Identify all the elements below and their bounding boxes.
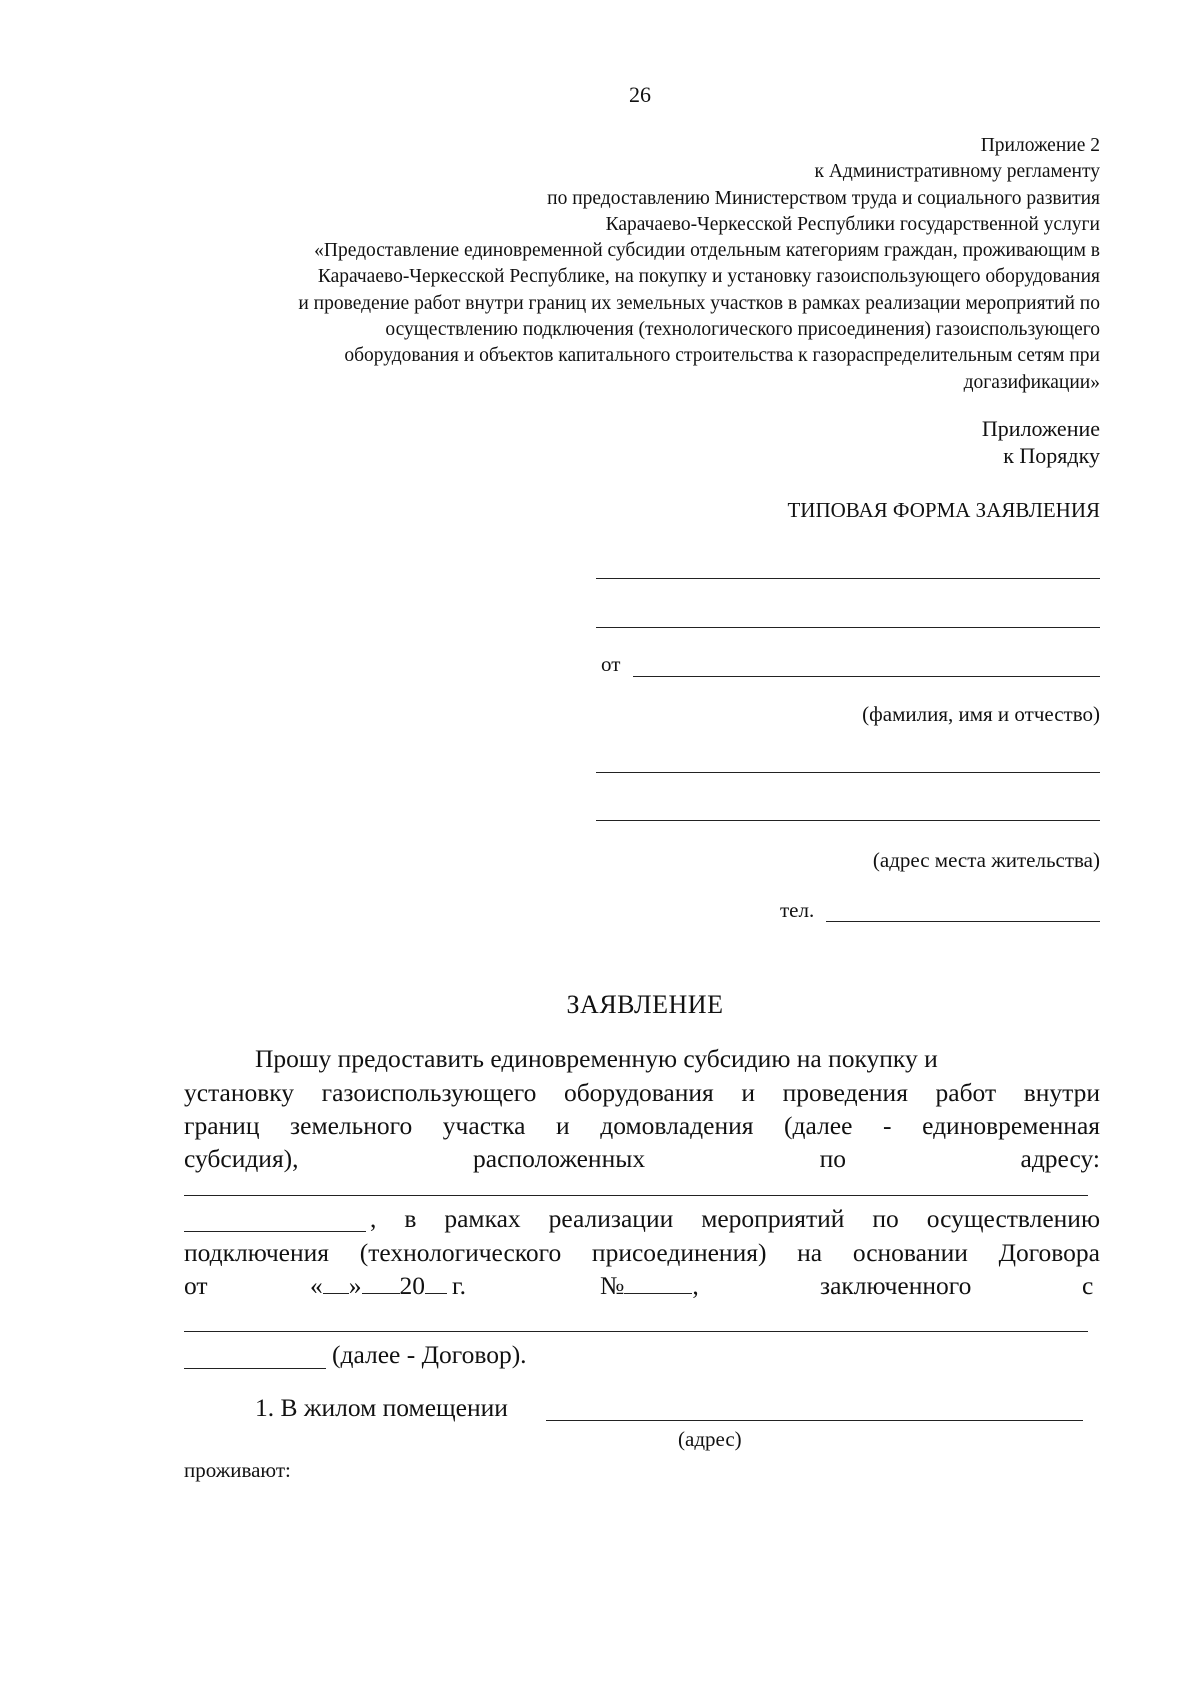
body-word: расположенных: [473, 1144, 646, 1173]
contract-year-field[interactable]: [425, 1271, 447, 1294]
annex-header-line: «Предоставление единовременной субсидии отдельным категориям граждан, проживающим в: [314, 240, 1100, 262]
annex-header-line: Карачаево-Черкесской Республики государственной услуги: [605, 213, 1100, 235]
annex-header-line: и проведение работ внутри границ их земельных участков в рамках реализации мероприятий по: [298, 292, 1100, 314]
contract-number-field[interactable]: [624, 1271, 692, 1294]
body-word: адресу:: [1020, 1144, 1100, 1173]
concluded-label: заключенного: [820, 1271, 972, 1300]
name-hint: (фамилия, имя и отчество): [862, 702, 1100, 726]
annex-header-line: к Административному регламенту: [814, 161, 1100, 183]
counterparty-field-continued[interactable]: [184, 1368, 326, 1369]
body-line: , в рамках реализации мероприятий по осуществлению: [370, 1204, 1100, 1233]
dwelling-address-field[interactable]: [546, 1420, 1083, 1421]
recipient-line[interactable]: [596, 578, 1100, 579]
body-line: подключения (технологического присоединения) на основании Договора: [184, 1238, 1100, 1267]
from-label: от: [601, 652, 621, 676]
counterparty-field[interactable]: [184, 1331, 1088, 1332]
contract-day-field[interactable]: [323, 1271, 349, 1294]
body-word: субсидия),: [184, 1144, 299, 1173]
contract-number: [600, 1271, 699, 1301]
applicant-name-field[interactable]: [633, 676, 1100, 677]
phone-label: тел.: [780, 898, 815, 922]
address-line[interactable]: [596, 820, 1100, 821]
object-address-field[interactable]: [184, 1195, 1088, 1196]
annex-header-line: по предоставлению Министерством труда и социального развития: [547, 187, 1100, 209]
body-line: границ земельного участка и домовладения (далее - единовременная: [184, 1111, 1100, 1140]
with-label: с: [1082, 1271, 1094, 1300]
annex-header-line: Приложение 2: [980, 135, 1100, 156]
body-line: установку газоиспользующего оборудования и проведения работ внутри: [184, 1078, 1100, 1107]
recipient-line[interactable]: [596, 627, 1100, 628]
number-sign: №: [600, 1271, 625, 1300]
application-title: ЗАЯВЛЕНИЕ: [566, 990, 724, 1019]
contract-from-label: от: [184, 1271, 208, 1300]
body-word: по: [819, 1144, 847, 1173]
annex-order-line: Приложение: [981, 416, 1100, 441]
body-line: (далее - Договор).: [332, 1340, 527, 1369]
year-suffix: г.: [452, 1271, 466, 1300]
annex-header-line: осуществлению подключения (технологического присоединения) газоиспользующего: [385, 319, 1100, 341]
body-line: Прошу предоставить единовременную субсидию на покупку и: [255, 1044, 938, 1073]
residents-label: проживают:: [184, 1458, 291, 1482]
object-address-field-continued[interactable]: [184, 1231, 366, 1232]
address-hint: (адрес места жительства): [872, 848, 1100, 872]
comma: ,: [692, 1271, 699, 1300]
address-line[interactable]: [596, 772, 1100, 773]
annex-header: [150, 133, 1100, 396]
contract-month-field[interactable]: [362, 1271, 400, 1294]
phone-field[interactable]: [826, 921, 1100, 922]
annex-order: [700, 415, 1100, 469]
contract-date: [310, 1271, 466, 1301]
annex-order-line: к Порядку: [1003, 443, 1100, 468]
quote-open: «: [310, 1271, 323, 1300]
form-type-heading: ТИПОВАЯ ФОРМА ЗАЯВЛЕНИЯ: [787, 498, 1100, 522]
year-prefix: 20: [399, 1271, 425, 1300]
quote-close: »: [348, 1271, 362, 1300]
body-line: [184, 1144, 1100, 1174]
page-number: 26: [629, 82, 651, 107]
annex-header-line: догазификации»: [963, 371, 1100, 393]
annex-header-line: Карачаево-Черкесской Республике, на покупку и установку газоиспользующего оборудования: [317, 266, 1100, 288]
item1-label: 1. В жилом помещении: [255, 1393, 508, 1422]
dwelling-address-hint: (адрес): [678, 1427, 742, 1451]
annex-header-line: оборудования и объектов капитального строительства к газораспределительным сетям при: [344, 345, 1100, 367]
